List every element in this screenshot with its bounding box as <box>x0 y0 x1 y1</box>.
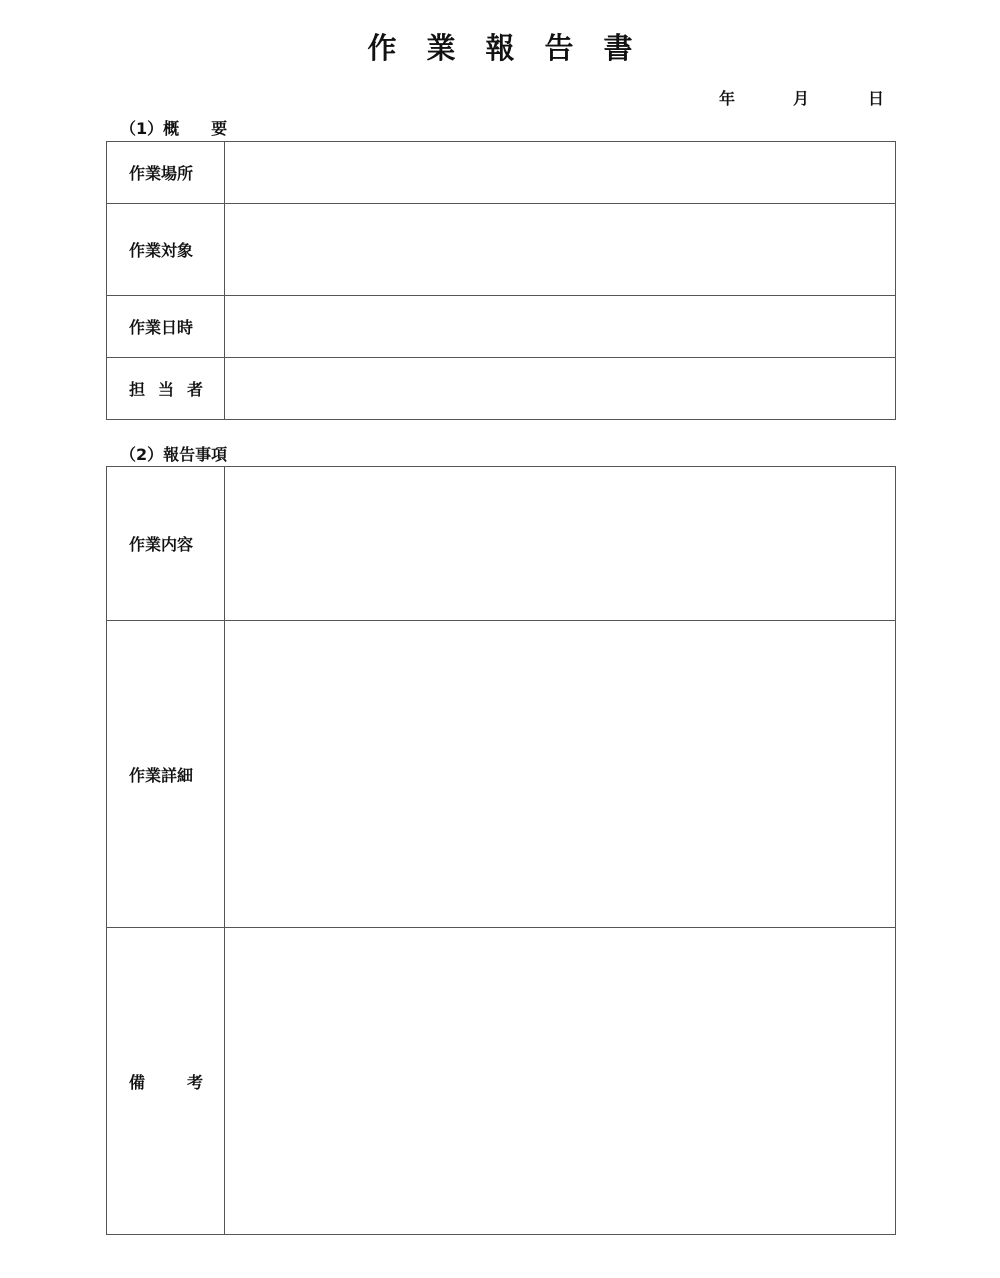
work-datetime-label: 作業日時 <box>107 296 225 358</box>
remarks-label: 備 考 <box>107 928 225 1235</box>
work-location-label: 作業場所 <box>107 142 225 204</box>
work-content-label: 作業内容 <box>107 467 225 621</box>
table-row <box>107 142 896 204</box>
table-row <box>107 204 896 296</box>
report-heading: （2）報告事項 <box>120 445 228 464</box>
table-row <box>107 358 896 420</box>
work-detail-label: 作業詳細 <box>107 621 225 928</box>
work-target-field[interactable] <box>225 204 896 296</box>
date-day-label: 日 <box>868 89 885 108</box>
person-in-charge-label: 担 当 者 <box>107 358 225 420</box>
table-row <box>107 296 896 358</box>
work-detail-field[interactable] <box>225 621 896 928</box>
table-row <box>107 928 896 1235</box>
report-table <box>106 466 896 1235</box>
overview-heading: （1）概 要 <box>120 119 228 138</box>
date-month-label: 月 <box>793 89 810 108</box>
table-row <box>107 621 896 928</box>
work-location-field[interactable] <box>225 142 896 204</box>
document-title: 作業報告書 <box>367 31 663 65</box>
remarks-field[interactable] <box>225 928 896 1235</box>
work-target-label: 作業対象 <box>107 204 225 296</box>
date-line <box>700 86 900 108</box>
work-content-field[interactable] <box>225 467 896 621</box>
person-in-charge-field[interactable] <box>225 358 896 420</box>
date-year-label: 年 <box>719 89 736 108</box>
work-datetime-field[interactable] <box>225 296 896 358</box>
overview-table <box>106 141 896 420</box>
table-row <box>107 467 896 621</box>
